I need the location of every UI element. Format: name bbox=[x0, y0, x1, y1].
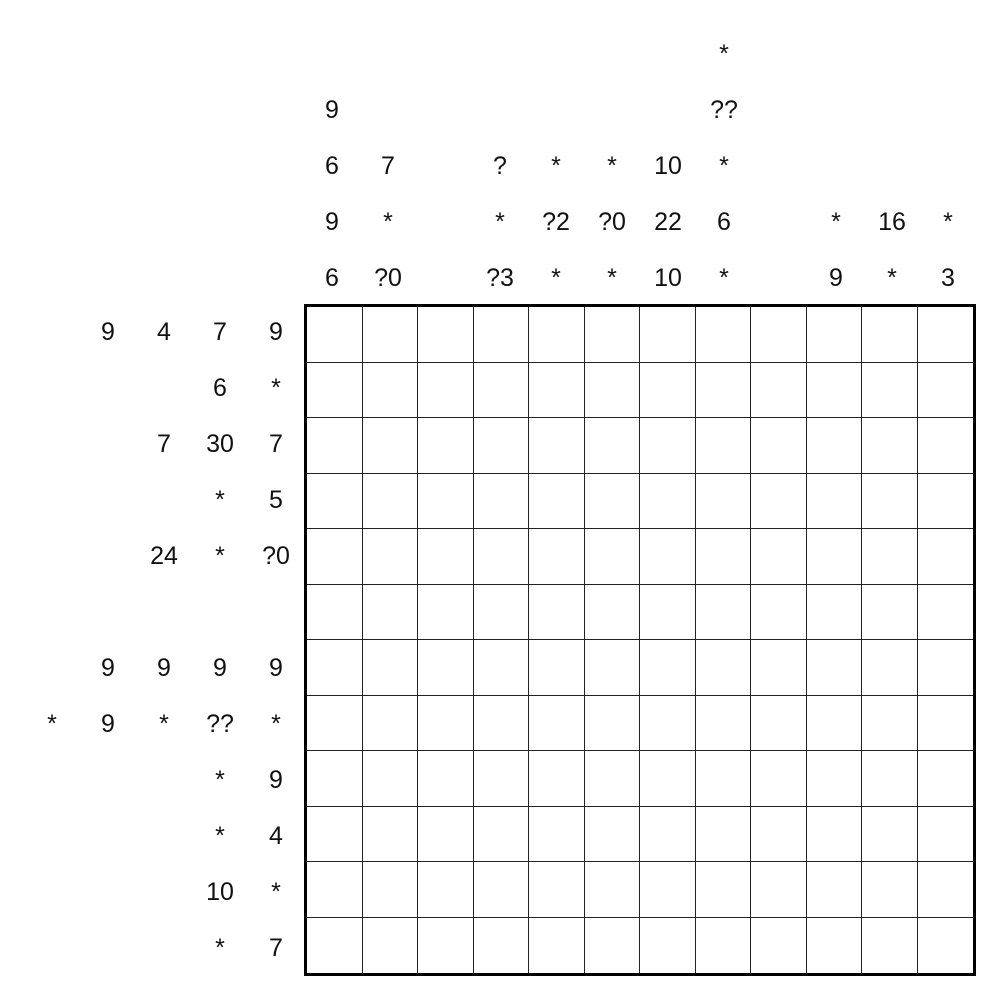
row-clue: 9 bbox=[269, 318, 283, 346]
grid-cell[interactable] bbox=[751, 418, 807, 474]
column-clue: * bbox=[551, 152, 561, 180]
grid-cell[interactable] bbox=[529, 751, 585, 807]
grid-cell[interactable] bbox=[474, 307, 530, 363]
grid-cell[interactable] bbox=[807, 640, 863, 696]
grid-cell[interactable] bbox=[640, 918, 696, 974]
column-clue: 10 bbox=[654, 264, 682, 292]
row-clue: * bbox=[215, 486, 225, 514]
grid-cell[interactable] bbox=[307, 363, 363, 419]
grid-cell[interactable] bbox=[307, 751, 363, 807]
column-clue: * bbox=[719, 264, 729, 292]
row-clue: * bbox=[271, 878, 281, 906]
grid-cell[interactable] bbox=[363, 640, 419, 696]
grid-cell[interactable] bbox=[307, 474, 363, 530]
row-clue: 9 bbox=[269, 766, 283, 794]
grid-cell[interactable] bbox=[529, 640, 585, 696]
row-clue: * bbox=[271, 374, 281, 402]
grid-cell[interactable] bbox=[751, 751, 807, 807]
grid-cell[interactable] bbox=[751, 529, 807, 585]
grid-cell[interactable] bbox=[474, 418, 530, 474]
row-clue: * bbox=[215, 934, 225, 962]
grid-cell[interactable] bbox=[529, 807, 585, 863]
grid-cell[interactable] bbox=[696, 751, 752, 807]
row-clue: ?0 bbox=[262, 542, 290, 570]
grid-cell[interactable] bbox=[529, 307, 585, 363]
column-clue: * bbox=[607, 152, 617, 180]
column-clue: 10 bbox=[654, 152, 682, 180]
column-clue: * bbox=[887, 264, 897, 292]
grid-cell[interactable] bbox=[918, 640, 974, 696]
grid-cell[interactable] bbox=[474, 585, 530, 641]
grid-cell[interactable] bbox=[307, 585, 363, 641]
grid-cell[interactable] bbox=[418, 418, 474, 474]
grid-cell[interactable] bbox=[585, 918, 641, 974]
grid-cell[interactable] bbox=[585, 640, 641, 696]
row-clue: 7 bbox=[269, 934, 283, 962]
grid-cell[interactable] bbox=[418, 807, 474, 863]
grid-cell[interactable] bbox=[418, 696, 474, 752]
grid-cell[interactable] bbox=[363, 363, 419, 419]
grid-cell[interactable] bbox=[696, 307, 752, 363]
grid-cell[interactable] bbox=[862, 862, 918, 918]
column-clue: ?2 bbox=[542, 208, 570, 236]
column-clue: ?? bbox=[710, 96, 738, 124]
grid-cell[interactable] bbox=[918, 807, 974, 863]
column-clue: * bbox=[719, 152, 729, 180]
grid-cell[interactable] bbox=[585, 307, 641, 363]
row-clue: 5 bbox=[269, 486, 283, 514]
grid-cell[interactable] bbox=[918, 862, 974, 918]
column-clue: * bbox=[719, 40, 729, 68]
row-clue: 9 bbox=[101, 654, 115, 682]
column-clue: 6 bbox=[717, 208, 731, 236]
grid-cell[interactable] bbox=[862, 751, 918, 807]
grid-cell[interactable] bbox=[529, 363, 585, 419]
grid-cell[interactable] bbox=[640, 585, 696, 641]
grid-cell[interactable] bbox=[529, 862, 585, 918]
grid-cell[interactable] bbox=[474, 862, 530, 918]
grid-cell[interactable] bbox=[696, 474, 752, 530]
grid-cell[interactable] bbox=[640, 363, 696, 419]
grid-cell[interactable] bbox=[363, 862, 419, 918]
grid-cell[interactable] bbox=[807, 529, 863, 585]
row-clue: 9 bbox=[101, 318, 115, 346]
column-clue: * bbox=[551, 264, 561, 292]
column-clue: 9 bbox=[325, 96, 339, 124]
grid-cell[interactable] bbox=[418, 918, 474, 974]
row-clue: 6 bbox=[213, 374, 227, 402]
grid-cell[interactable] bbox=[640, 862, 696, 918]
grid-cell[interactable] bbox=[474, 807, 530, 863]
column-clue: 9 bbox=[829, 264, 843, 292]
row-clue: 9 bbox=[213, 654, 227, 682]
grid-cell[interactable] bbox=[918, 529, 974, 585]
grid-cell[interactable] bbox=[585, 474, 641, 530]
grid-cell[interactable] bbox=[696, 640, 752, 696]
row-clue: 7 bbox=[269, 430, 283, 458]
grid-cell[interactable] bbox=[918, 307, 974, 363]
grid-cell[interactable] bbox=[474, 918, 530, 974]
grid-cell[interactable] bbox=[363, 696, 419, 752]
grid-cell[interactable] bbox=[529, 585, 585, 641]
grid-cell[interactable] bbox=[918, 474, 974, 530]
grid-cell[interactable] bbox=[418, 640, 474, 696]
grid-cell[interactable] bbox=[363, 751, 419, 807]
grid-cell[interactable] bbox=[751, 585, 807, 641]
row-clue: 10 bbox=[206, 878, 234, 906]
grid-cell[interactable] bbox=[418, 585, 474, 641]
grid-cell[interactable] bbox=[807, 751, 863, 807]
grid-cell[interactable] bbox=[307, 862, 363, 918]
grid-cell[interactable] bbox=[363, 918, 419, 974]
grid-cell[interactable] bbox=[918, 918, 974, 974]
grid-cell[interactable] bbox=[807, 807, 863, 863]
grid-cell[interactable] bbox=[307, 807, 363, 863]
grid-cell[interactable] bbox=[307, 307, 363, 363]
grid-cell[interactable] bbox=[585, 585, 641, 641]
grid-cell[interactable] bbox=[307, 918, 363, 974]
grid-cell[interactable] bbox=[696, 529, 752, 585]
grid-cell[interactable] bbox=[807, 585, 863, 641]
grid-cell[interactable] bbox=[307, 696, 363, 752]
grid-cell[interactable] bbox=[529, 474, 585, 530]
grid-cell[interactable] bbox=[751, 862, 807, 918]
grid-cell[interactable] bbox=[862, 418, 918, 474]
grid-cell[interactable] bbox=[751, 640, 807, 696]
row-clue: * bbox=[215, 542, 225, 570]
grid-cell[interactable] bbox=[474, 640, 530, 696]
grid-cell[interactable] bbox=[640, 307, 696, 363]
grid-cell[interactable] bbox=[585, 862, 641, 918]
column-clue: * bbox=[383, 208, 393, 236]
grid-cell[interactable] bbox=[862, 918, 918, 974]
row-clue: 7 bbox=[213, 318, 227, 346]
grid-cell[interactable] bbox=[751, 307, 807, 363]
column-clue: ? bbox=[493, 152, 507, 180]
grid-cell[interactable] bbox=[862, 640, 918, 696]
grid-cell[interactable] bbox=[640, 418, 696, 474]
grid-cell[interactable] bbox=[696, 363, 752, 419]
grid-cell[interactable] bbox=[418, 307, 474, 363]
column-clue: ?3 bbox=[486, 264, 514, 292]
row-clue: 24 bbox=[150, 542, 178, 570]
grid-cell[interactable] bbox=[529, 418, 585, 474]
grid-cell[interactable] bbox=[640, 640, 696, 696]
grid-cell[interactable] bbox=[585, 696, 641, 752]
grid-cell[interactable] bbox=[474, 363, 530, 419]
grid-cell[interactable] bbox=[807, 474, 863, 530]
grid-cell[interactable] bbox=[307, 418, 363, 474]
grid-cell[interactable] bbox=[363, 529, 419, 585]
column-clue: * bbox=[831, 208, 841, 236]
row-clue: * bbox=[215, 822, 225, 850]
column-clue: 6 bbox=[325, 264, 339, 292]
row-clue: 7 bbox=[157, 430, 171, 458]
grid-cell[interactable] bbox=[585, 363, 641, 419]
column-clue: ?0 bbox=[374, 264, 402, 292]
column-clue: ?0 bbox=[598, 208, 626, 236]
puzzle-grid bbox=[304, 304, 976, 976]
grid-cell[interactable] bbox=[640, 474, 696, 530]
grid-cell[interactable] bbox=[363, 585, 419, 641]
grid-cell[interactable] bbox=[862, 807, 918, 863]
column-clue: 16 bbox=[878, 208, 906, 236]
row-clue: ?? bbox=[206, 710, 234, 738]
grid-cell[interactable] bbox=[529, 529, 585, 585]
column-clue: * bbox=[607, 264, 617, 292]
grid-cell[interactable] bbox=[696, 862, 752, 918]
row-clue: 9 bbox=[101, 710, 115, 738]
grid-cell[interactable] bbox=[862, 696, 918, 752]
column-clue: * bbox=[943, 208, 953, 236]
row-clue: 4 bbox=[269, 822, 283, 850]
grid-cell[interactable] bbox=[418, 751, 474, 807]
grid-cell[interactable] bbox=[363, 418, 419, 474]
row-clue: * bbox=[215, 766, 225, 794]
grid-cell[interactable] bbox=[918, 751, 974, 807]
grid-cell[interactable] bbox=[307, 529, 363, 585]
row-clue: 30 bbox=[206, 430, 234, 458]
grid-cell[interactable] bbox=[640, 751, 696, 807]
grid-cell[interactable] bbox=[807, 696, 863, 752]
column-clue: 9 bbox=[325, 208, 339, 236]
grid-cell[interactable] bbox=[807, 418, 863, 474]
grid-cell[interactable] bbox=[862, 363, 918, 419]
grid-cell[interactable] bbox=[363, 474, 419, 530]
grid-cell[interactable] bbox=[751, 474, 807, 530]
column-clue: * bbox=[495, 208, 505, 236]
row-clue: * bbox=[47, 710, 57, 738]
grid-cell[interactable] bbox=[751, 807, 807, 863]
grid-cell[interactable] bbox=[474, 529, 530, 585]
grid-cell[interactable] bbox=[474, 696, 530, 752]
row-clue: 9 bbox=[157, 654, 171, 682]
column-clue: 6 bbox=[325, 152, 339, 180]
grid-cell[interactable] bbox=[862, 307, 918, 363]
grid-cell[interactable] bbox=[807, 363, 863, 419]
grid-cell[interactable] bbox=[751, 363, 807, 419]
grid-cell[interactable] bbox=[918, 418, 974, 474]
grid-cell[interactable] bbox=[640, 529, 696, 585]
grid-cell[interactable] bbox=[307, 640, 363, 696]
grid-cell[interactable] bbox=[751, 918, 807, 974]
grid-cell[interactable] bbox=[640, 696, 696, 752]
grid-cell[interactable] bbox=[862, 529, 918, 585]
row-clue: 4 bbox=[157, 318, 171, 346]
grid-cell[interactable] bbox=[418, 862, 474, 918]
grid-cell[interactable] bbox=[640, 807, 696, 863]
grid-cell[interactable] bbox=[474, 474, 530, 530]
grid-cell[interactable] bbox=[474, 751, 530, 807]
grid-cell[interactable] bbox=[862, 474, 918, 530]
grid-cell[interactable] bbox=[696, 418, 752, 474]
grid-cell[interactable] bbox=[807, 862, 863, 918]
grid-cell[interactable] bbox=[918, 585, 974, 641]
grid-cell[interactable] bbox=[585, 529, 641, 585]
grid-cell[interactable] bbox=[529, 918, 585, 974]
row-clue: * bbox=[271, 710, 281, 738]
grid-cell[interactable] bbox=[418, 363, 474, 419]
grid-cell[interactable] bbox=[918, 363, 974, 419]
grid-cell[interactable] bbox=[807, 918, 863, 974]
grid-cell[interactable] bbox=[363, 807, 419, 863]
row-clue: 9 bbox=[269, 654, 283, 682]
grid-cell[interactable] bbox=[696, 807, 752, 863]
column-clue: 7 bbox=[381, 152, 395, 180]
grid-cell[interactable] bbox=[418, 529, 474, 585]
grid-cell[interactable] bbox=[363, 307, 419, 363]
grid-cell[interactable] bbox=[696, 918, 752, 974]
grid-cell[interactable] bbox=[585, 418, 641, 474]
grid-cell[interactable] bbox=[585, 807, 641, 863]
grid-cell[interactable] bbox=[807, 307, 863, 363]
grid-cell[interactable] bbox=[862, 585, 918, 641]
grid-cell[interactable] bbox=[696, 585, 752, 641]
column-clue: 22 bbox=[654, 208, 682, 236]
column-clue: 3 bbox=[941, 264, 955, 292]
grid-cell[interactable] bbox=[696, 696, 752, 752]
grid-cell[interactable] bbox=[529, 696, 585, 752]
grid-cell[interactable] bbox=[585, 751, 641, 807]
grid-cell[interactable] bbox=[918, 696, 974, 752]
grid-cell[interactable] bbox=[751, 696, 807, 752]
row-clue: * bbox=[159, 710, 169, 738]
grid-cell[interactable] bbox=[418, 474, 474, 530]
